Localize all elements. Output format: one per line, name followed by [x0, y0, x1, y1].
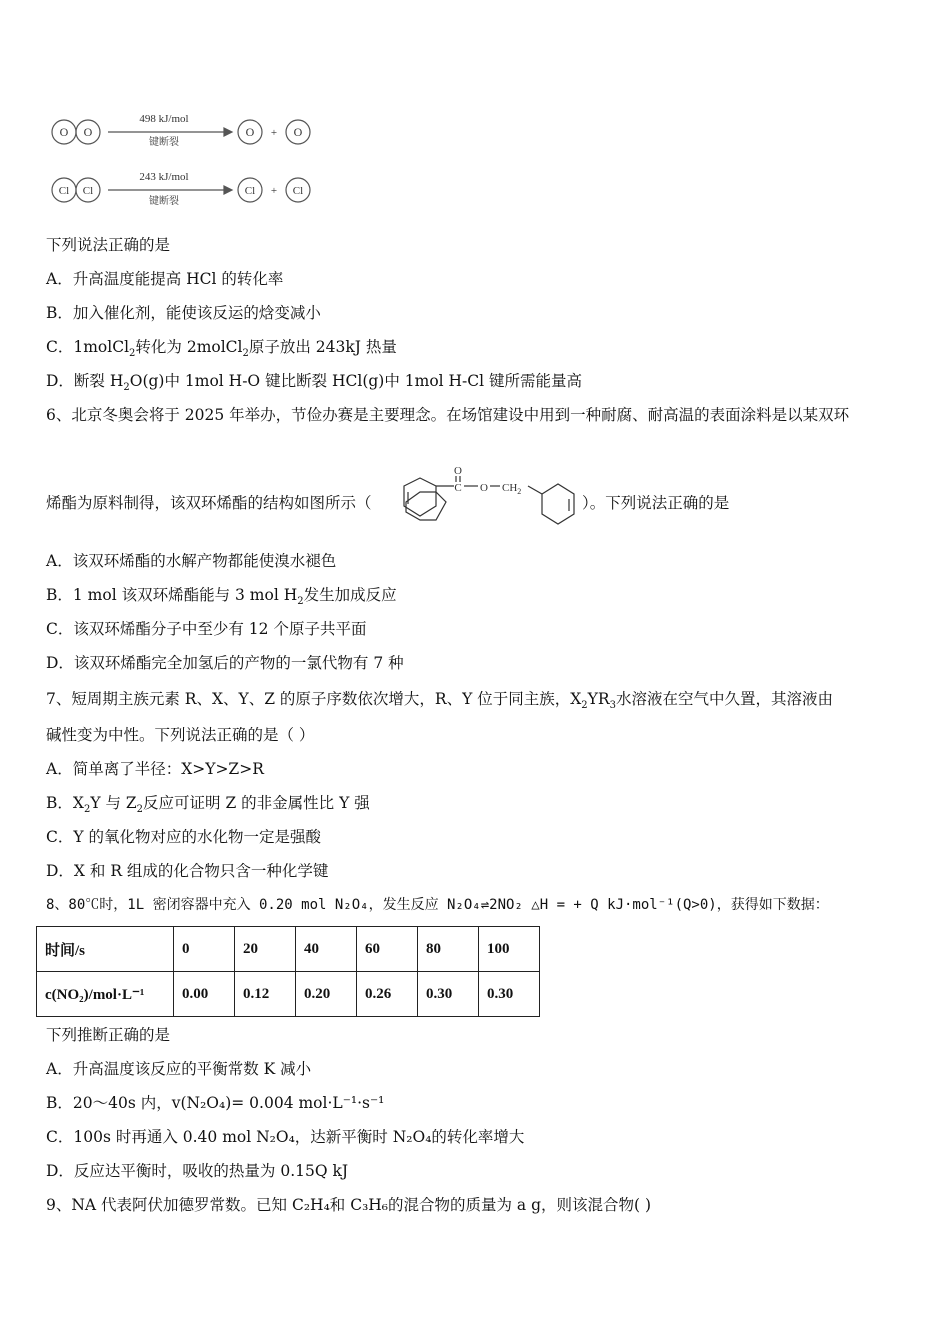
q8-stem: 下列推断正确的是: [46, 1026, 171, 1044]
plus-sign-1: +: [270, 127, 278, 139]
q5-stem: 下列说法正确的是: [46, 236, 171, 254]
table-cell: 0.12: [235, 972, 296, 1017]
cl-product-1: Cl: [244, 185, 256, 197]
q9-line-1: 9、NA 代表阿伏加德罗常数。已知 C₂H₄和 C₃H₆的混合物的质量为 a g，则该混合物( ): [46, 1196, 652, 1214]
table-header-row: [37, 927, 540, 972]
o-atom-right: O: [83, 125, 93, 139]
q6-option-a: A．该双环烯酯的水解产物都能使溴水褪色: [46, 552, 337, 570]
table-cell: 0: [174, 927, 235, 972]
table-row: [37, 972, 540, 1017]
q7-option-b: B．$X_2Y$ 与 $Z_2$反应可证明 Z 的非金属性比 Y 强: [46, 794, 370, 816]
table-cell: 40: [296, 927, 357, 972]
table-cell: 60: [357, 927, 418, 972]
q8-option-d: D．反应达平衡时，吸收的热量为 0.15Q kJ: [46, 1162, 349, 1180]
bicyclic-ester-structure: [396, 466, 596, 536]
cl-atom-right: Cl: [82, 185, 94, 197]
table-cell: 0.30: [418, 972, 479, 1017]
table-cell: 0.26: [357, 972, 418, 1017]
q8-option-b: B．20～40s 内，v(N₂O₄)= 0.004 mol·L⁻¹·s⁻¹: [46, 1094, 385, 1112]
cl-product-2: Cl: [292, 185, 304, 197]
q8-line-1: 8、80℃时，1L 密闭容器中充入 0.20 mol N₂O₄，发生反应 N₂O₄⇌2NO₂ △H = + Q kJ·mol⁻¹(Q>0)，获得如下数据：: [46, 897, 829, 913]
q7-line-2: 碱性变为中性。下列说法正确的是（ ）: [46, 726, 315, 744]
q8-option-c: C．100s 时再通入 0.40 mol N₂O₄，达新平衡时 N₂O₄的转化率增大: [46, 1128, 525, 1146]
q8-data-table: [36, 926, 540, 1017]
q7-option-a: A．简单离了半径：X>Y>Z>R: [46, 760, 264, 778]
cl-atom-left: Cl: [58, 185, 70, 197]
q6-line-2-post: ）。下列说法正确的是: [582, 494, 730, 512]
o-product-2: O: [293, 125, 303, 139]
table-cell: 0.30: [479, 972, 540, 1017]
cl2-energy: 243 kJ/mol: [139, 171, 189, 183]
q5-option-a: A．升高温度能提高 HCl 的转化率: [46, 270, 284, 288]
plus-sign-2: +: [270, 185, 278, 197]
ester-oxygen: O: [480, 482, 488, 494]
q6-line-2-pre: 烯酯为原料制得，该双环烯酯的结构如图所示（: [46, 494, 372, 512]
o2-caption: 键断裂: [149, 137, 179, 148]
q6-option-b: B．1 mol 该双环烯酯能与 3 mol $H_2$发生加成反应: [46, 586, 397, 608]
table-cell: 时间/s: [37, 927, 174, 972]
table-cell: 80: [418, 927, 479, 972]
table-cell: 20: [235, 927, 296, 972]
q6-option-d: D．该双环烯酯完全加氢后的产物的一氯代物有 7 种: [46, 654, 404, 672]
q8-option-a: A．升高温度该反应的平衡常数 K 减小: [46, 1060, 312, 1078]
q5-option-c: C．1molCl$_2$转化为 2molCl$_2$原子放出 243kJ 热量: [46, 338, 397, 360]
q6-option-c: C．该双环烯酯分子中至少有 12 个原子共平面: [46, 620, 367, 638]
table-cell: 0.00: [174, 972, 235, 1017]
table-cell: c(NO₂)/mol·L⁻¹: [37, 972, 174, 1017]
q6-line-1: 6、北京冬奥会将于 2025 年举办，节俭办赛是主要理念。在场馆建设中用到一种耐腐、耐高温的表面涂料是以某双环: [46, 406, 850, 424]
o-atom-left: O: [59, 125, 69, 139]
bond-energy-figure: [46, 108, 326, 218]
o-product-1: O: [245, 125, 255, 139]
q7-option-c: C．Y 的氧化物对应的水化物一定是强酸: [46, 828, 322, 846]
o2-energy: 498 kJ/mol: [139, 113, 189, 125]
carbonyl-oxygen: O: [454, 466, 462, 477]
q7-line-1: 7、短周期主族元素 R、X、Y、Z 的原子序数依次增大，R、Y 位于同主族，$X_2YR_3$水溶液在空气中久置，其溶液由: [46, 690, 833, 712]
table-cell: 0.20: [296, 972, 357, 1017]
ch2-label: $CH_2$: [502, 482, 522, 496]
q5-option-d: D．断裂 $H_2O(g)$中 1mol H-O 键比断裂 HCl(g)中 1mol H-Cl 键所需能量高: [46, 372, 583, 394]
table-cell: 100: [479, 927, 540, 972]
q7-option-d: D．X 和 R 组成的化合物只含一种化学键: [46, 862, 329, 880]
carbon-label: C: [454, 482, 462, 494]
cl2-caption: 键断裂: [149, 196, 179, 207]
q5-option-b: B．加入催化剂，能使该反运的焓变减小: [46, 304, 321, 322]
